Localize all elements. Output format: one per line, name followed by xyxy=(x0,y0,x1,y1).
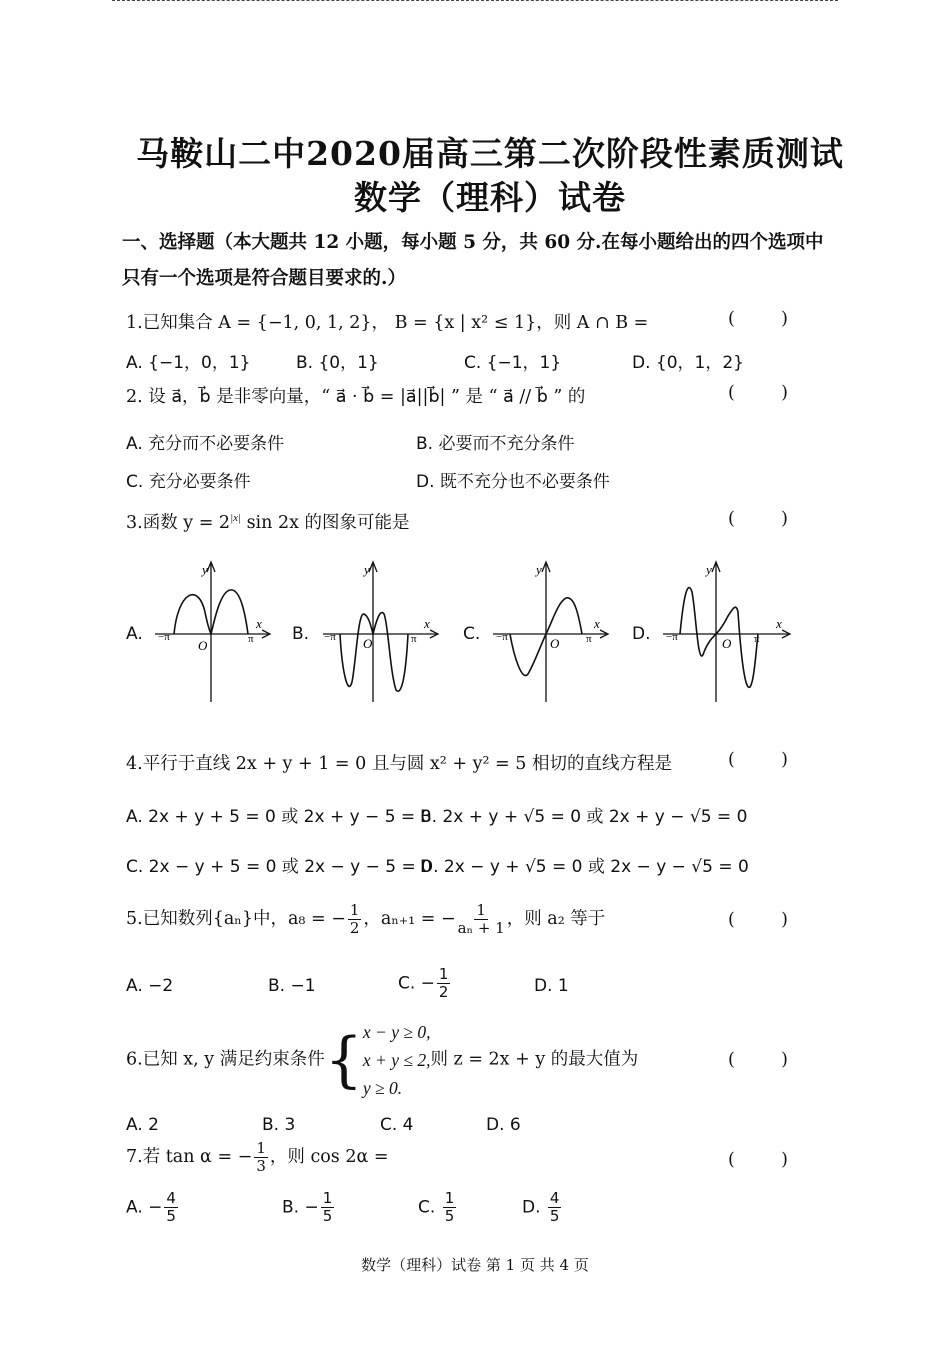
constraint-system: x − y ≥ 0, x + y ≤ 2, y ≥ 0. xyxy=(362,1022,431,1098)
question-2-stem: 2. 设 a⃗，b⃗ 是非零向量，“ a⃗ · b⃗ = |a⃗||b⃗| ” 是 “ a⃗ // b⃗ ” 的 xyxy=(126,387,586,407)
exam-subtitle: 数学（理科）试卷 xyxy=(354,178,626,217)
pi-label: π xyxy=(754,633,760,645)
question-7-stem: 7.若 tan α = − $\frac{1}{3}$ ，则 cos 2α = xyxy=(126,1139,389,1175)
fraction: $\frac{1}{5}$ xyxy=(322,1189,333,1225)
q1-option-a: A. {−1，0，1} xyxy=(126,353,251,373)
graph-b xyxy=(318,552,483,707)
question-4-stem: 4.平行于直线 2x + y + 1 = 0 且与圆 x² + y² = 5 相切的直线方程是 xyxy=(126,754,672,774)
q4-option-b: B. 2x + y + √5 = 0 或 2x + y − √5 = 0 xyxy=(420,807,748,827)
q6-option-a: A. 2 xyxy=(126,1115,159,1135)
q5-option-a: A. −2 xyxy=(126,976,174,996)
origin-label: O xyxy=(363,636,373,651)
fraction: $\frac{4}{5}$ xyxy=(549,1189,560,1225)
pi-label: π xyxy=(411,633,417,645)
pi-label: π xyxy=(248,633,254,645)
axis-y-label: y xyxy=(202,562,208,577)
q4-option-c: C. 2x − y + 5 = 0 或 2x − y − 5 = 0 xyxy=(126,857,432,877)
q7-option-d: D. $\frac{4}{5}$ xyxy=(522,1189,560,1225)
exam-title: 马鞍山二中2020届高三第二次阶段性素质测试 xyxy=(136,134,844,173)
q1-option-b: B. {0，1} xyxy=(296,353,379,373)
q4-option-a: A. 2x + y + 5 = 0 或 2x + y − 5 = 0 xyxy=(126,807,432,827)
answer-blank-7[interactable]: ( ) xyxy=(728,1150,788,1170)
fraction: $\frac{1}{3}$ xyxy=(256,1139,266,1175)
q2-option-d: D. 既不充分也不必要条件 xyxy=(416,472,610,492)
neg-pi-label: −π xyxy=(666,631,678,643)
answer-blank-2[interactable]: ( ) xyxy=(728,383,788,403)
fraction: $\frac{1}{2}$ xyxy=(438,965,449,1001)
graph-c xyxy=(488,552,653,707)
answer-blank-4[interactable]: ( ) xyxy=(728,750,788,770)
q2-option-b: B. 必要而不充分条件 xyxy=(416,434,575,454)
q1-option-c: C. {−1，1} xyxy=(464,353,562,373)
fraction: $\frac{1}{2}$ xyxy=(349,901,360,937)
origin-label: O xyxy=(722,636,732,651)
q6-option-b: B. 3 xyxy=(262,1115,296,1135)
fraction: $\frac{1}{5}$ xyxy=(444,1189,455,1225)
answer-blank-1[interactable]: ( ) xyxy=(728,309,788,329)
q2-option-a: A. 充分而不必要条件 xyxy=(126,434,285,454)
q7-option-b: B. − $\frac{1}{5}$ xyxy=(282,1189,333,1225)
graph-label-b: B. xyxy=(292,624,310,644)
neg-pi-label: −π xyxy=(324,631,336,643)
left-brace: { xyxy=(324,1025,363,1095)
q5-option-b: B. −1 xyxy=(268,976,316,996)
graph-a xyxy=(150,552,315,707)
fraction: $\frac{4}{5}$ xyxy=(166,1189,176,1225)
axis-x-label: x xyxy=(594,616,600,631)
axis-x-label: x xyxy=(424,616,430,631)
q4-option-d: D. 2x − y + √5 = 0 或 2x − y − √5 = 0 xyxy=(420,857,749,877)
neg-pi-label: −π xyxy=(496,631,508,643)
q5-option-d: D. 1 xyxy=(534,976,569,996)
q7-option-c: C. $\frac{1}{5}$ xyxy=(418,1189,455,1225)
q7-option-a: A. − $\frac{4}{5}$ xyxy=(126,1189,176,1225)
question-1-stem: 1.已知集合 A = {−1, 0, 1, 2}， B = {x | x² ≤ 1}，则 A ∩ B = xyxy=(126,313,649,333)
answer-blank-6[interactable]: ( ) xyxy=(728,1050,788,1070)
axis-y-label: y xyxy=(364,562,370,577)
axis-x-label: x xyxy=(256,616,262,631)
graph-d xyxy=(658,552,823,707)
neg-pi-label: −π xyxy=(158,631,170,643)
q2-option-c: C. 充分必要条件 xyxy=(126,472,251,492)
axis-y-label: y xyxy=(536,562,542,577)
fraction: $\frac{1}{\text{aₙ + 1}}$ xyxy=(457,901,505,937)
answer-blank-3[interactable]: ( ) xyxy=(728,509,788,529)
graph-label-d: D. xyxy=(632,624,651,644)
graph-label-c: C. xyxy=(463,624,481,644)
section-heading-line1: 一、选择题（本大题共 12 小题，每小题 5 分，共 60 分.在每小题给出的四个选项中 xyxy=(122,232,824,253)
question-6-stem: 6.已知 x, y 满足约束条件{ x − y ≥ 0, x + y ≤ 2, y ≥ 0. 则 z = 2x + y 的最大值为 xyxy=(126,1018,638,1102)
origin-label: O xyxy=(198,638,208,653)
page-footer: 数学（理科）试卷 第 1 页 共 4 页 xyxy=(361,1256,589,1274)
pi-label: π xyxy=(586,633,592,645)
q5-option-c: C. − $\frac{1}{2}$ xyxy=(398,965,449,1001)
answer-blank-5[interactable]: ( ) xyxy=(728,910,788,930)
origin-label: O xyxy=(550,636,560,651)
axis-x-label: x xyxy=(776,616,782,631)
q6-option-d: D. 6 xyxy=(486,1115,521,1135)
section-heading-line2: 只有一个选项是符合题目要求的.） xyxy=(122,268,406,289)
question-5-stem: 5.已知数列{aₙ}中，a₈ = − $\frac{1}{2}$ ，aₙ₊₁ = − $\frac{1}{\text{aₙ + 1}}$ ，则 a₂ 等于 xyxy=(126,901,606,937)
axis-y-label: y xyxy=(706,562,712,577)
graph-label-a: A. xyxy=(126,624,143,644)
q6-option-c: C. 4 xyxy=(380,1115,414,1135)
question-3-stem: 3.函数 $y = 2^{|x|}$ sin 2x 的图象可能是 xyxy=(126,512,410,533)
q1-option-d: D. {0，1，2} xyxy=(632,353,744,373)
top-border-line xyxy=(112,0,838,3)
